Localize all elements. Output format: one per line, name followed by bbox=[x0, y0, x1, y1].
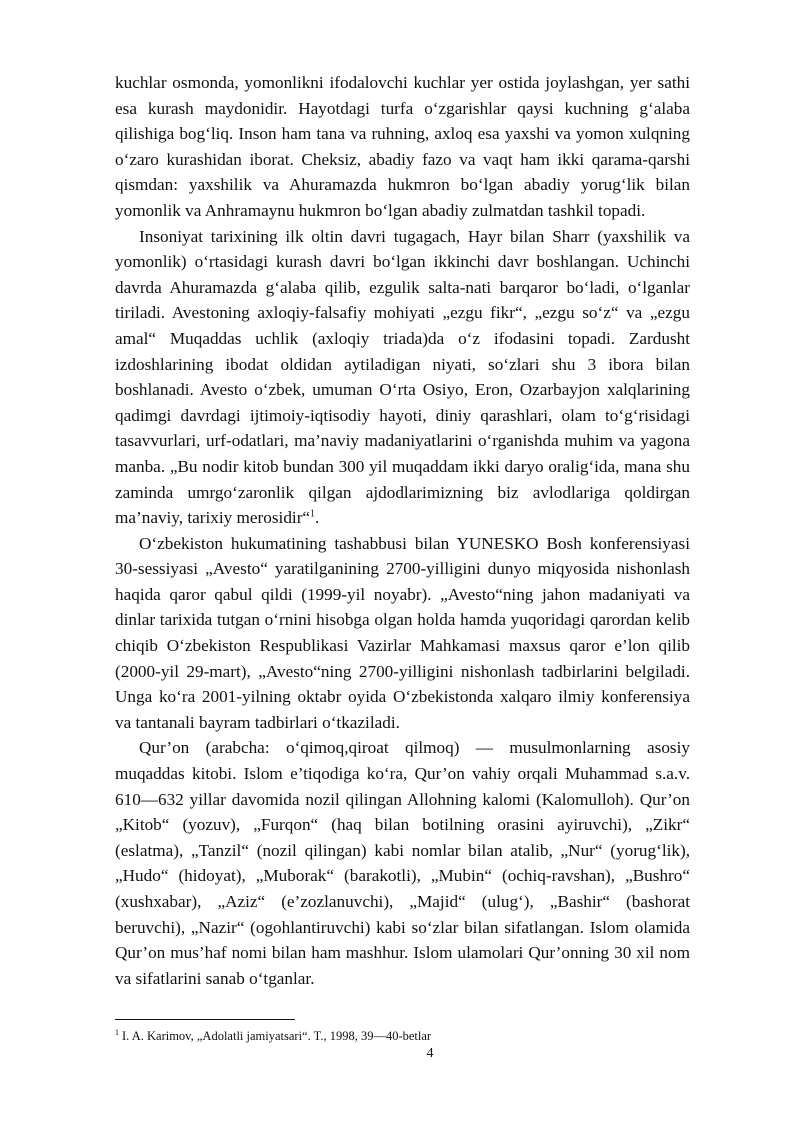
footnote-reference[interactable]: 1 bbox=[310, 508, 316, 520]
paragraph-1: kuchlar osmonda, yomonlikni ifodalovchi kuchlar yer ostida joylashgan, yer sathi esa kurash maydonidir. Hayotdagi turfa o‘zgarishlar qaysi kuchning g‘alaba qilishiga bog‘liq. Inson ham tana va ruhning, axloq esa yaxshi va yomon xulqning o‘zaro kurashidan iborat. Cheksiz, abadiy fazo va vaqt ham ikki qarama-qarshi qismdan: yaxshilik va Ahuramazda hukmron bo‘lgan abadiy yorug‘lik bilan yomonlik va Anhramaynu hukmron bo‘lgan abadiy zulmatdan tashkil topadi. bbox=[115, 73, 690, 220]
page-number: 4 bbox=[426, 1046, 434, 1061]
body-text bbox=[115, 70, 690, 991]
footnote-divider bbox=[115, 1019, 295, 1020]
paragraph-2-text: Insoniyat tarixining ilk oltin davri tugagach, Hayr bilan Sharr (yaxshilik va yomonlik) o‘rtasidagi kurash davri bo‘lgan ikkinchi davr boshlangan. Uchinchi davrda Ahuramazda g‘alaba qilib, ezgulik salta-nati barqaror bo‘ladi, o‘lganlar tiriladi. Avestoning axloqiy-falsafiy mohiyati „ezgu fikr“, „ezgu so‘z“ va „ezgu amal“ Muqaddas uchlik (axloqiy triada)da o‘z ifodasini topadi. Zardusht izdoshlarining ibodat oldidan aytiladigan niyati, so‘zlari shu 3 ibora bilan boshlanadi. Avesto o‘zbek, umuman O‘rta Osiyo, Eron, Ozarbayjon xalqlarining qadimgi davrdagi ijtimoiy-iqtisodiy hayoti, diniy qarashlari, olam to‘g‘risidagi tasavvurlari, urf-odatlari, ma’naviy madaniyatlarini o‘rganishda muhim va yagona manba. „Bu nodir kitob bundan 300 yil muqaddam ikki daryo oralig‘ida, mana shu zaminda umrgo‘zaronlik qilgan ajdodlarimizning biz avlodlariga qoldirgan ma’naviy, tarixiy merosidir“ bbox=[115, 226, 690, 528]
paragraph-3: O‘zbekiston hukumatining tashabbusi bilan YUNESKO Bosh konferensiyasi 30-sessiyasi „Avesto“ yaratilganining 2700-yilligini dunyo miqyosida nishonlash haqida qaror qabul qildi (1999-yil noyabr). „Avesto“ning jahon madaniyati va dinlar tarixida tutgan o‘rnini hisobga olgan holda hamda yuqoridagi qarordan kelib chiqib O‘zbekiston Respublikasi Vazirlar Mahkamasi maxsus qaror e’lon qilib (2000-yil 29-mart), „Avesto“ning 2700-yilligini nishonlash tadbirlarini belgiladi. Unga ko‘ra 2001-yilning oktabr oyida O‘zbekistonda xalqaro ilmiy konferensiya va tantanali bayram tadbirlari o‘tkaziladi. bbox=[115, 533, 690, 732]
footnote-mark: 1 bbox=[115, 1027, 119, 1037]
footnote-text: I. A. Karimov, „Adolatli jamiyatsari“. T., 1998, 39—40-betlar bbox=[122, 1029, 432, 1043]
paragraph-2-end: . bbox=[315, 508, 320, 528]
paragraph-4: Qur’on (arabcha: o‘qimoq,qiroat qilmoq) — musulmonlarning asosiy muqaddas kitobi. Islom e’tiqodiga ko‘ra, Qur’on vahiy orqali Muhammad s.a.v. 610—632 yillar davomida nozil qilingan Allohning kalomi (Kalomulloh). Qur’on „Kitob“ (yozuv), „Furqon“ (haq bilan botilning orasini ayiruvchi), „Zikr“ (eslatma), „Tanzil“ (nozil qilingan) kabi nomlar bilan atalib, „Nur“ (yorug‘lik), „Hudo“ (hidoyat), „Muborak“ (barakotli), „Mubin“ (ochiq-ravshan), „Bushro“ (xushxabar), „Aziz“ (e’zozlanuvchi), „Majid“ (ulug‘), „Bashir“ (bashorat beruvchi), „Nazir“ (ogohlantiruvchi) kabi so‘zlar bilan sifatlangan. Islom olamida Qur’on mus’haf nomi bilan ham mashhur. Islom ulamolari Qur’onning 30 xil nom va sifatlarini sanab o‘tganlar. bbox=[115, 738, 690, 988]
paragraph-2 bbox=[115, 224, 690, 531]
footnote bbox=[115, 1028, 690, 1044]
